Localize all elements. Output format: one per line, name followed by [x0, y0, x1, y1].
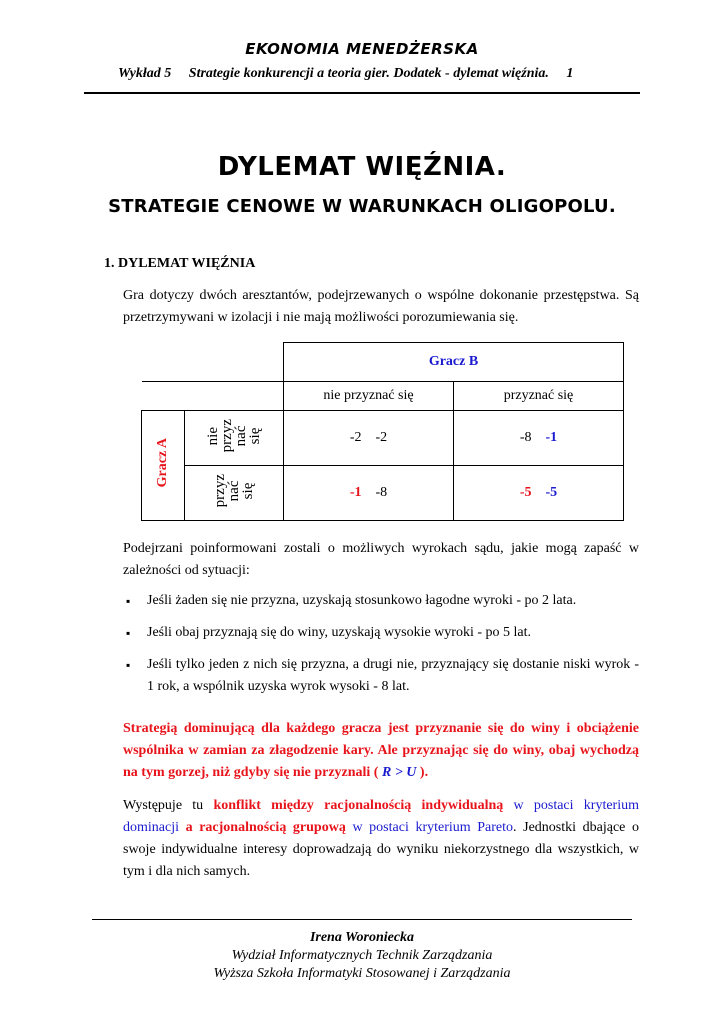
footer-author: Irena Woroniecka [309, 930, 415, 945]
payoff-a: -5 [519, 485, 532, 500]
sentences-paragraph: Podejrzani poinformowani zostali o możliwych wyrokach sądu, jakie mogą zapaść w zależności od sytuacji: [123, 541, 639, 578]
bullet-marker: ▪ [126, 626, 131, 640]
payoff-b: -5 [545, 485, 558, 500]
payoff-cell [284, 466, 454, 521]
page-number: 1 [566, 66, 574, 81]
intro-paragraph: Gra dotyczy dwóch aresztantów, podejrzewanych o wspólne dokonanie przestępstwa. Są przetrzymywani w izolacji i nie mają możliwości porozumiewania się. [123, 288, 639, 325]
row-header-confess: przyz nać się [185, 466, 284, 521]
player-a-label: Gracz A [142, 411, 185, 521]
lecture-topic: Strategie konkurencji a teoria gier. Dodatek - dylemat więźnia. [188, 66, 549, 81]
bullet-marker: ▪ [126, 658, 131, 672]
payoff-a: -1 [349, 485, 362, 500]
section-heading: 1. DYLEMAT WIĘŹNIA [104, 256, 256, 271]
col-header-confess: przyznać się [454, 382, 624, 411]
footer-divider [92, 919, 632, 920]
page-title: DYLEMAT WIĘŹNIA. [217, 152, 507, 182]
list-item: Jeśli obaj przyznają się do winy, uzyskają wysokie wyroki - po 5 lat. [147, 625, 532, 640]
list-item: Jeśli żaden się nie przyzna, uzyskają stosunkowo łagodne wyroki - po 2 lata. [147, 593, 577, 608]
bullet-marker: ▪ [126, 594, 131, 608]
payoff-matrix [141, 342, 624, 521]
player-b-label: Gracz B [284, 343, 624, 382]
row-header-deny: nie przyz nać się [185, 411, 284, 466]
payoff-b: -1 [545, 430, 558, 445]
formula: R > U [381, 765, 417, 780]
list-item: Jeśli tylko jeden z nich się przyzna, a drugi nie, przyznający się dostanie niski wyrok - 1 rok, a wspólnik uzyska wyrok wysoki - 8 lat. [147, 657, 639, 694]
page-subtitle: STRATEGIE CENOWE W WARUNKACH OLIGOPOLU. [108, 196, 616, 217]
dominant-strategy-paragraph: Strategią dominującą dla każdego gracza jest przyznanie się do winy i obciążenie wspólnika w zamian za złagodzenie kary. Ale przyznając się do winy, obaj wychodzą na tym gorzej, niż gdyby się nie przyznali ( R > U ). [123, 721, 639, 780]
col-header-deny: nie przyznać się [284, 382, 454, 411]
lecture-number: Wykład 5 [118, 66, 172, 81]
payoff-b: -8 [375, 485, 388, 500]
header-divider [84, 92, 640, 94]
header-subline [118, 66, 587, 82]
payoff-a: -8 [519, 430, 532, 445]
payoff-cell [454, 466, 624, 521]
payoff-a: -2 [349, 430, 362, 445]
document-header-title: EKONOMIA MENEDŻERSKA [245, 40, 479, 58]
payoff-cell [284, 411, 454, 466]
conflict-paragraph: Występuje tu konflikt między racjonalnością indywidualną w postaci kryterium dominacji a racjonalnością grupową w postaci kryterium Pareto. Jednostki dbające o swoje indywidualne interesy doprowadzają do wyniku niekorzystnego dla wszystkich, w tym i dla nich samych. [123, 798, 639, 879]
payoff-cell [454, 411, 624, 466]
footer-school: Wyższa Szkoła Informatyki Stosowanej i Zarządzania [213, 966, 511, 981]
payoff-b: -2 [375, 430, 388, 445]
footer-faculty: Wydział Informatycznych Technik Zarządzania [231, 948, 493, 963]
